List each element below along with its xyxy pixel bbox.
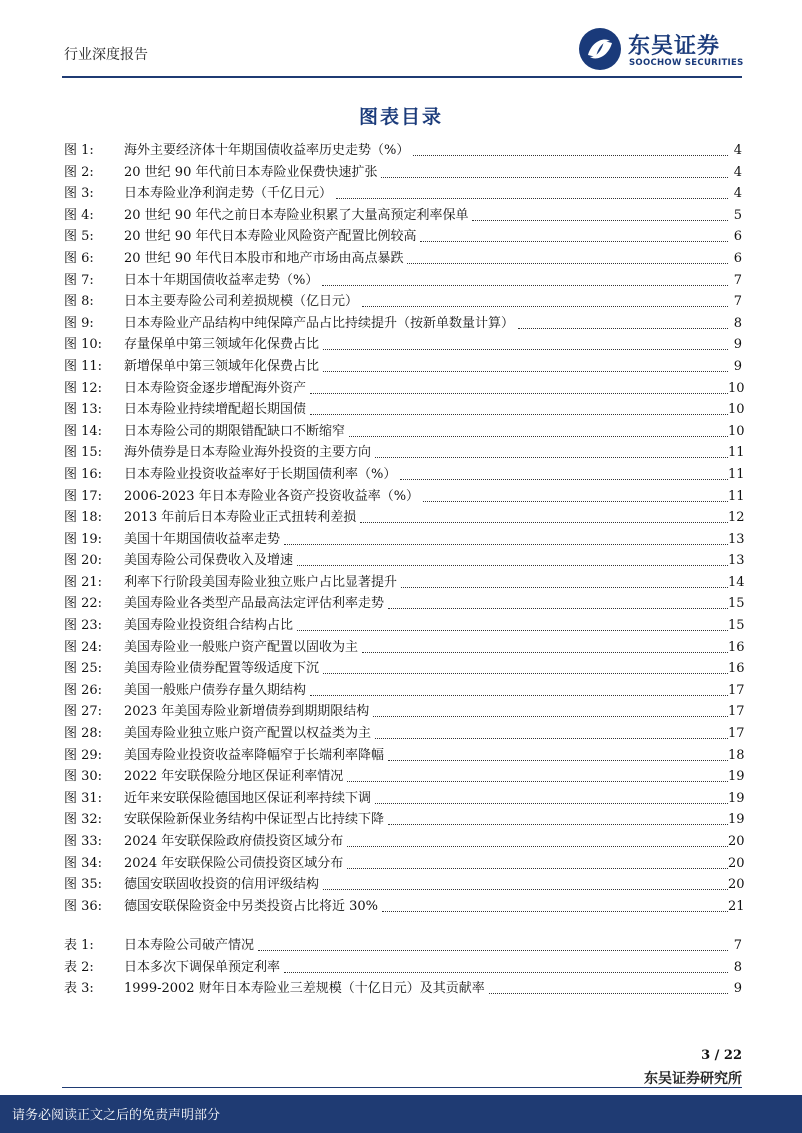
figure-entry[interactable]	[64, 529, 745, 551]
figure-entry[interactable]	[64, 572, 745, 594]
entry-page-number: 8	[733, 959, 742, 975]
entry-title: 美国十年期国债收益率走势	[124, 531, 281, 547]
entry-number: 图 11:	[64, 358, 103, 374]
figure-entry[interactable]	[64, 334, 742, 356]
institute-name: 东吴证券研究所	[644, 1071, 742, 1087]
dot-leader	[375, 803, 728, 804]
figure-entry[interactable]	[64, 421, 745, 443]
entry-number: 图 24:	[64, 639, 103, 655]
dot-leader	[347, 781, 728, 782]
entry-page-number: 17	[728, 704, 745, 720]
entry-number: 图 19:	[64, 531, 103, 547]
entry-number: 图 4:	[64, 207, 94, 223]
entry-page-number: 4	[733, 186, 742, 202]
entry-title: 2024 年安联保险公司债投资区域分布	[124, 855, 344, 871]
figure-entry[interactable]	[64, 680, 745, 702]
figure-entry[interactable]	[64, 788, 745, 810]
dot-leader	[362, 652, 728, 653]
entry-title: 20 世纪 90 年代前日本寿险业保费快速扩张	[124, 164, 378, 180]
entry-number: 图 13:	[64, 402, 103, 418]
dot-leader	[489, 993, 728, 994]
entry-page-number: 15	[728, 596, 745, 612]
entry-number: 图 10:	[64, 337, 103, 353]
entry-number: 图 17:	[64, 488, 103, 504]
entry-title: 德国安联固收投资的信用评级结构	[124, 877, 320, 893]
dot-leader	[323, 349, 728, 350]
entry-page-number: 9	[733, 981, 742, 997]
entry-page-number: 19	[728, 790, 745, 806]
dot-leader	[388, 824, 728, 825]
entry-title: 美国寿险公司保费收入及增速	[124, 553, 294, 569]
figure-entry[interactable]	[64, 313, 742, 335]
entry-title: 美国寿险业各类型产品最高法定评估利率走势	[124, 596, 385, 612]
entry-title: 美国寿险业独立账户资产配置以权益类为主	[124, 726, 372, 742]
entry-page-number: 15	[728, 618, 745, 634]
entry-page-number: 11	[728, 445, 745, 461]
footer-divider	[62, 1087, 742, 1088]
figure-entry[interactable]	[64, 874, 745, 896]
footer-bar	[0, 1095, 802, 1133]
dot-leader	[258, 950, 728, 951]
entry-title: 日本寿险资金逐步增配海外资产	[124, 380, 307, 396]
figure-entry[interactable]	[64, 162, 742, 184]
figure-entry[interactable]	[64, 809, 745, 831]
entry-page-number: 7	[733, 272, 742, 288]
figure-entry[interactable]	[64, 291, 742, 313]
entry-title: 2024 年安联保险政府债投资区域分布	[124, 834, 344, 849]
entry-number: 图 6:	[64, 250, 94, 266]
table-entry[interactable]	[64, 957, 742, 979]
figure-entry[interactable]	[64, 831, 745, 853]
entry-title: 日本寿险业投资收益率好于长期国债利率（%）	[124, 466, 397, 482]
dot-leader	[323, 371, 728, 372]
entry-title: 2006-2023 年日本寿险业各资产投资收益率（%）	[124, 488, 420, 504]
entry-number: 图 8:	[64, 294, 94, 310]
dot-leader	[297, 630, 728, 631]
entry-number: 图 28:	[64, 726, 103, 742]
dot-leader	[360, 522, 728, 523]
entry-number: 图 14:	[64, 423, 103, 439]
dot-leader	[472, 220, 728, 221]
entry-title: 2022 年安联保险分地区保证利率情况	[124, 769, 344, 785]
figure-entry[interactable]	[64, 270, 742, 292]
entry-page-number: 10	[728, 423, 745, 439]
dot-leader	[323, 889, 728, 890]
figure-entry[interactable]	[64, 723, 745, 745]
entry-number: 图 31:	[64, 790, 103, 806]
dot-leader	[284, 544, 728, 545]
entry-page-number: 9	[733, 337, 742, 353]
entry-number: 图 22:	[64, 596, 103, 612]
figure-entry[interactable]	[64, 766, 745, 788]
entry-number: 图 34:	[64, 855, 103, 871]
entry-title: 存量保单中第三领域年化保费占比	[124, 337, 320, 353]
figure-entry[interactable]	[64, 442, 745, 464]
entry-title: 日本寿险业净利润走势（千亿日元）	[124, 186, 333, 202]
figure-entry[interactable]	[64, 140, 742, 162]
dot-leader	[375, 738, 728, 739]
entry-page-number: 20	[728, 877, 745, 893]
entry-number: 图 20:	[64, 553, 103, 569]
entry-number: 图 33:	[64, 834, 103, 849]
figure-entry[interactable]	[64, 486, 745, 508]
figure-entry[interactable]	[64, 745, 745, 767]
soochow-logo-icon	[578, 27, 622, 71]
table-list	[64, 935, 742, 1000]
dot-leader	[401, 587, 728, 588]
company-logo	[578, 27, 746, 73]
entry-page-number: 10	[728, 380, 745, 396]
figure-entry[interactable]	[64, 896, 745, 918]
entry-page-number: 7	[733, 294, 742, 310]
entry-page-number: 14	[728, 574, 745, 590]
entry-number: 图 16:	[64, 466, 103, 482]
entry-number: 图 7:	[64, 272, 94, 288]
dot-leader	[322, 285, 728, 286]
entry-page-number: 13	[728, 553, 745, 569]
entry-number: 图 5:	[64, 229, 94, 245]
entry-title: 20 世纪 90 年代日本寿险业风险资产配置比例较高	[124, 229, 417, 245]
entry-page-number: 17	[728, 726, 745, 742]
entry-number: 图 3:	[64, 186, 94, 202]
entry-number: 图 1:	[64, 143, 94, 158]
entry-page-number: 12	[728, 510, 745, 526]
entry-title: 海外债券是日本寿险业海外投资的主要方向	[124, 445, 372, 461]
figure-entry[interactable]	[64, 464, 745, 486]
figure-entry[interactable]	[64, 205, 742, 227]
figure-entry[interactable]	[64, 248, 742, 270]
header-divider	[62, 76, 742, 78]
figure-entry[interactable]	[64, 378, 745, 400]
entry-page-number: 5	[733, 207, 742, 223]
entry-title: 日本寿险业持续增配超长期国债	[124, 402, 307, 418]
entry-page-number: 11	[728, 466, 745, 482]
dot-leader	[323, 673, 728, 674]
dot-leader	[420, 241, 728, 242]
dot-leader	[310, 414, 728, 415]
figure-entry[interactable]	[64, 356, 742, 378]
entry-page-number: 18	[728, 747, 745, 763]
figure-entry[interactable]	[64, 507, 745, 529]
entry-title: 20 世纪 90 年代之前日本寿险业积累了大量高预定利率保单	[124, 207, 469, 223]
entry-page-number: 16	[728, 639, 745, 655]
dot-leader	[388, 608, 728, 609]
entry-title: 日本十年期国债收益率走势（%）	[124, 272, 319, 288]
dot-leader	[423, 501, 728, 502]
entry-title: 新增保单中第三领域年化保费占比	[124, 358, 320, 374]
entry-page-number: 9	[733, 358, 742, 374]
entry-number: 图 35:	[64, 877, 103, 893]
report-type-label: 行业深度报告	[64, 47, 148, 63]
dot-leader	[297, 565, 728, 566]
entry-title: 日本多次下调保单预定利率	[124, 959, 281, 975]
dot-leader	[388, 760, 728, 761]
entry-page-number: 6	[733, 250, 742, 266]
entry-page-number: 4	[733, 164, 742, 180]
entry-title: 近年来安联保险德国地区保证利率持续下调	[124, 790, 372, 806]
logo-chinese-name: 东吴证券	[628, 34, 721, 59]
entry-number: 图 2:	[64, 164, 94, 180]
entry-page-number: 8	[733, 315, 742, 331]
figure-entry[interactable]	[64, 637, 745, 659]
dot-leader	[310, 695, 728, 696]
entry-number: 图 18:	[64, 510, 103, 526]
figure-entry[interactable]	[64, 226, 742, 248]
entry-page-number: 4	[733, 143, 742, 158]
dot-leader	[381, 177, 728, 178]
figure-entry[interactable]	[64, 853, 745, 875]
entry-number: 表 2:	[64, 959, 94, 975]
entry-number: 图 12:	[64, 380, 103, 396]
entry-page-number: 7	[733, 938, 742, 953]
entry-page-number: 10	[728, 402, 745, 418]
entry-title: 2023 年美国寿险业新增债券到期期限结构	[124, 704, 370, 720]
entry-title: 日本主要寿险公司利差损规模（亿日元）	[124, 294, 359, 310]
table-entry[interactable]	[64, 978, 742, 1000]
dot-leader	[375, 457, 728, 458]
entry-number: 图 30:	[64, 769, 103, 785]
dot-leader	[413, 155, 728, 156]
entry-title: 美国寿险业投资组合结构占比	[124, 618, 294, 634]
entry-number: 图 36:	[64, 898, 103, 914]
dot-leader	[347, 846, 728, 847]
figure-list	[64, 140, 745, 917]
dot-leader	[400, 479, 728, 480]
figure-entry[interactable]	[64, 658, 745, 680]
dot-leader	[347, 868, 728, 869]
dot-leader	[336, 198, 728, 199]
entry-title: 日本寿险公司的期限错配缺口不断缩窄	[124, 423, 346, 439]
entry-page-number: 13	[728, 531, 745, 547]
entry-page-number: 19	[728, 769, 745, 785]
entry-title: 德国安联保险资金中另类投资占比将近 30%	[124, 898, 379, 914]
entry-number: 图 15:	[64, 445, 103, 461]
figure-entry[interactable]	[64, 701, 745, 723]
entry-title: 日本寿险业产品结构中纯保障产品占比持续提升（按新单数量计算）	[124, 315, 515, 331]
entry-title: 日本寿险公司破产情况	[124, 938, 255, 953]
entry-page-number: 20	[728, 855, 745, 871]
entry-page-number: 16	[728, 661, 745, 677]
entry-number: 图 21:	[64, 574, 103, 590]
figure-entry[interactable]	[64, 183, 742, 205]
entry-title: 安联保险新保业务结构中保证型占比持续下降	[124, 812, 385, 828]
entry-number: 图 23:	[64, 618, 103, 634]
entry-number: 图 27:	[64, 704, 103, 720]
dot-leader	[407, 263, 728, 264]
entry-page-number: 21	[728, 898, 745, 914]
entry-number: 图 32:	[64, 812, 103, 828]
figure-entry[interactable]	[64, 550, 745, 572]
disclaimer-text: 请务必阅读正文之后的免责声明部分	[12, 1108, 221, 1123]
page-number: 3 / 22	[701, 1048, 742, 1063]
entry-page-number: 19	[728, 812, 745, 828]
entry-title: 海外主要经济体十年期国债收益率历史走势（%）	[124, 143, 410, 158]
dot-leader	[518, 328, 728, 329]
dot-leader	[382, 911, 728, 912]
dot-leader	[349, 436, 728, 437]
figure-entry[interactable]	[64, 399, 745, 421]
figure-entry[interactable]	[64, 615, 745, 637]
entry-number: 图 26:	[64, 682, 103, 698]
entry-title: 利率下行阶段美国寿险业独立账户占比显著提升	[124, 574, 398, 590]
figure-entry[interactable]	[64, 593, 745, 615]
entry-page-number: 6	[733, 229, 742, 245]
entry-title: 美国一般账户债券存量久期结构	[124, 682, 307, 698]
dot-leader	[373, 716, 728, 717]
entry-title: 1999-2002 财年日本寿险业三差规模（十亿日元）及其贡献率	[124, 981, 485, 997]
entry-number: 表 1:	[64, 938, 94, 953]
page-title: 图表目录	[358, 106, 443, 128]
entry-number: 图 25:	[64, 661, 103, 677]
dot-leader	[284, 972, 728, 973]
dot-leader	[310, 393, 728, 394]
dot-leader	[362, 306, 728, 307]
entry-page-number: 11	[728, 488, 745, 504]
entry-number: 图 9:	[64, 315, 94, 331]
entry-title: 20 世纪 90 年代日本股市和地产市场由高点暴跌	[124, 250, 404, 266]
entry-page-number: 17	[728, 682, 745, 698]
entry-title: 美国寿险业一般账户资产配置以固收为主	[124, 639, 359, 655]
table-entry[interactable]	[64, 935, 742, 957]
entry-number: 图 29:	[64, 747, 103, 763]
logo-english-name: SOOCHOW SECURITIES	[629, 58, 744, 68]
entry-title: 美国寿险业债券配置等级适度下沉	[124, 661, 320, 677]
entry-title: 2013 年前后日本寿险业正式扭转利差损	[124, 510, 357, 526]
entry-title: 美国寿险业投资收益率降幅窄于长端利率降幅	[124, 747, 385, 763]
entry-number: 表 3:	[64, 981, 94, 997]
entry-page-number: 20	[728, 834, 745, 849]
